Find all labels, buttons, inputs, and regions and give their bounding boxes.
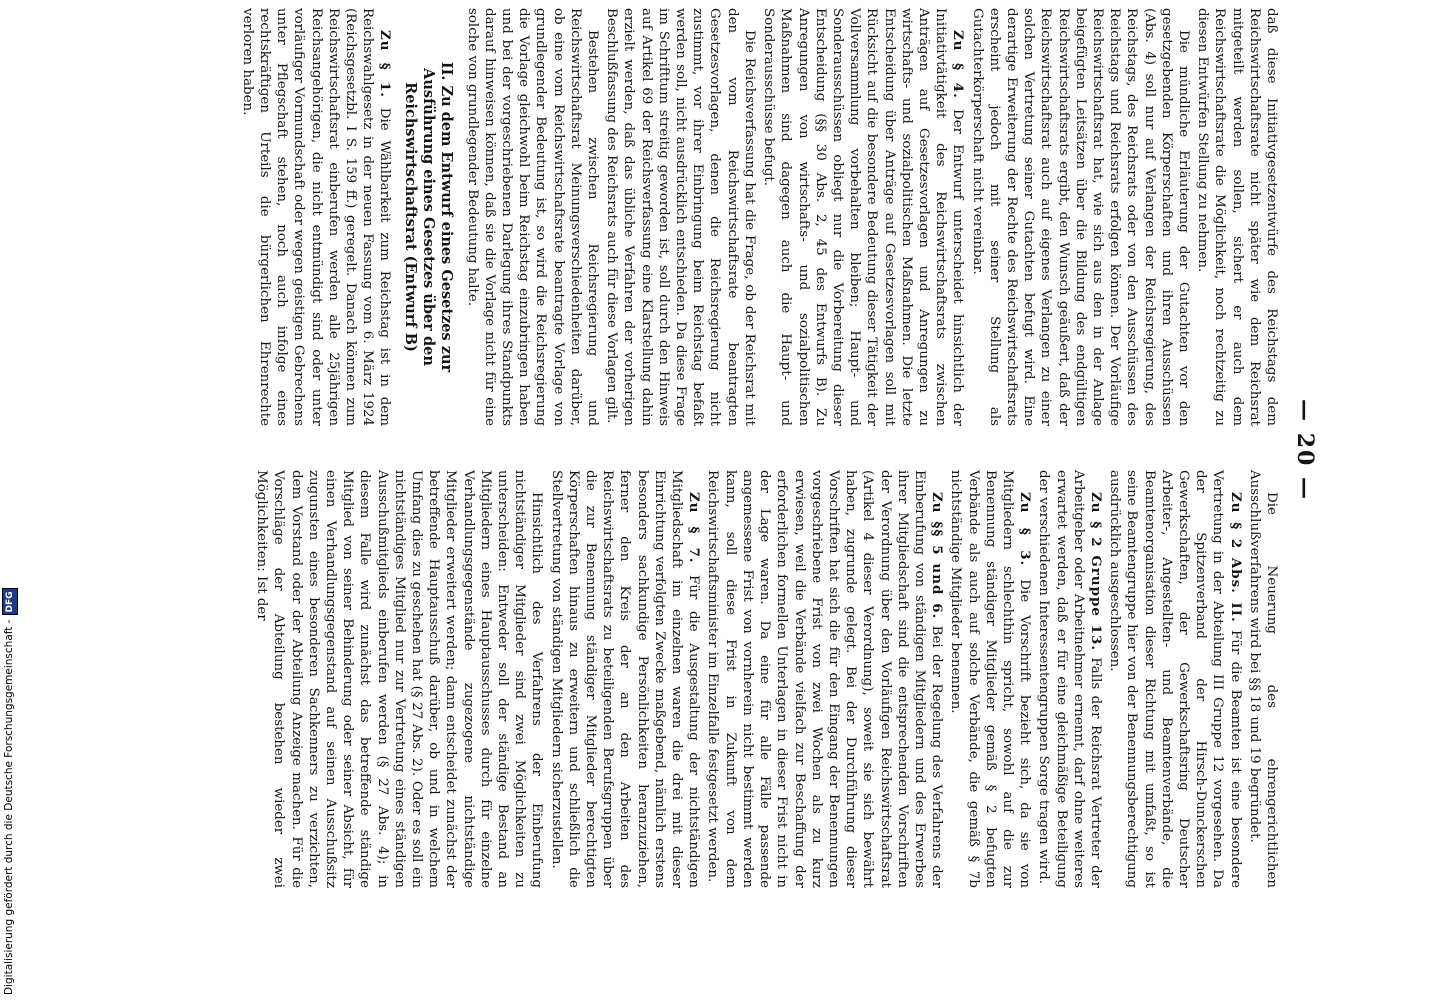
page-number: — 20 — [1292,399,1318,501]
paragraph [947,470,1033,888]
section-lead: Zu § 3. [1017,492,1034,567]
paragraph-text: Falls der Reichsrat Vertreter der Arbeitgeber oder Arbeitnehmer ernennt, darf ohne weiteres erwartet werden, daß er für eine gleichmäßige Beteiligung der verschiedenen Interessentengruppen Sorge tragen wird. [1036,470,1103,889]
dfg-logo-icon: DFG [2,588,18,615]
paragraph-text: Für die Beamten ist eine besondere Vertretung in der Abteilung III Gruppe 12 vorgesehen. Da der Spitzenverband der Hirsch-Dunckerschen Gewerkschaften, der Gewerkschaftsring Deutscher Arbeiter-, Angestellten- und Beamtenverbände, die Beamtenorganisation dieser Richtung mit umfaßt, so ist seine Beamtengruppe hier von der Benennungsberechtigung ausdrücklich ausgeschlossen. [1107,470,1243,888]
section-lead: Zu § 2 Gruppe 13. [1087,492,1104,651]
section-heading: II. Zu dem Entwurf eines Gesetzes zur Ausführung eines Gesetzes über den Reichswirtschaftsrat (Entwurf B) [402,61,456,373]
credit-line [2,591,16,995]
paragraph-text: Die Vorschrift bezieht sich, da sie von Mitgliedern schlechthin spricht, sowohl auf die zur Benennung ständiger Mitglieder gemäß § 2 befugten Verbände als auch auf solche Verbände, die gemäß § 7b nichtständige Mitglieder benennen. [948,470,1033,888]
paragraph: Hinsichtlich des Verfahrens der Einberufung nichtständiger Mitglieder sind zwei Möglichkeiten zu unterscheiden: Entweder soll der ständige Bestand an Mitgliedern eines Hauptausschusses durch für einzelne Verhandlungsgegenstände zugezogene nichtständige Mitglieder erweitert werden; dann entscheidet zunächst der betreffende Hauptausschuß darüber, ob und in welchem Umfang dies zu geschehen hat (§ 27 Abs. 2). Oder es soll ein nichtständiges Mitglied nur zur Vertretung eines ständigen Ausschußmitglieds einberufen werden (§ 27 Abs. 4); in diesem Falle wird zunächst das betreffende ständige Mitglied von seiner Behinderung oder seiner Absicht, für einen Verhandlungsgegenstand auf seinen Ausschußsitz zugunsten eines besonderen Sachkenners zu verzichten, dem Vorstand oder der Abteilung Anzeige machen. Für die Vorschläge der Abteilung bestehen wieder zwei Möglichkeiten: Ist der [254,470,545,888]
right-column [251,470,1280,888]
paragraph [704,470,945,888]
paragraph-text: Die Wählbarkeit zum Reichstag ist in dem Reichswahlgesetz in der neuen Fassung vom 6. März 1924 (Reichsgesetzbl. I S. 159 ff.) geregelt. Danach können zum Reichswirtschaftsrat einberufen werden alle 25jährigen Reichsangehörigen, die nicht entmündigt sind oder unter vorläufiger Vormundschaft oder wegen geistigen Gebrechens unter Pflegschaft stehen, noch auch infolge eines rechtskräftigen Urteils die bürgerlichen Ehrenrechte verloren haben. [239,8,393,426]
section-lead: Zu § 1. [377,30,394,98]
paragraph [239,8,394,426]
credit-text: Digitalisierung gefördert durch die Deutsche Forschungsgemeinschaft - [3,619,15,995]
paragraph-text: Der Entwurf unterscheidet hinsichtlich der Initiativtätigkeit des Reichswirtschaftsrats zwischen Anträgen auf Gesetzesvorlagen und Anregungen zu wirtschafts- und sozialpolitischen Maßnahmen. Die letzte Entscheidung über Anträge auf Gesetzesvorlagen soll mit Rücksicht auf die besondere Bedeutung dieser Tätigkeit der Vollversammlung vorbehalten bleiben; Haupt- und Sonderausschüssen obliegt nur die Vorbereitung dieser Entscheidung (§§ 30 Abs. 2, 45 des Entwurfs B). Zu Anregungen von wirtschafts- und sozialpolitischen Maßnahmen sind dagegen auch die Haupt- und Sonderausschüsse befugt. [761,8,966,426]
paragraph-text: Für die Ausgestaltung der nichtständigen Mitgliedschaft im einzelnen waren die drei mit dieser Einrichtung verfolgten Zwecke maßgebend, nämlich erstens besonders sachkundige Persönlichkeiten heranzuziehen, ferner den Kreis der an den Arbeiten des Reichswirtschaftsrats zu beteiligenden Berufsgruppen über die zur Benennung ständiger Mitglieder berechtigten Körperschaften hinaus zu erweitern und schließlich die Stellvertretung von ständigen Mitgliedern sicherzustellen. [548,470,702,888]
paragraph-text: Bei der Regelung des Verfahrens der Einberufung von ständigen Mitgliedern und des Erwerbes ihrer Mitgliedschaft sind die entsprechenden Vorschriften der Verordnung über den Vorläufigen Reichswirtschaftsrat (Artikel 4 dieser Verordnung), soweit sie sich bewährt haben, zugrunde gelegt. Bei der Durchführung dieser Vorschriften hat sich die für den Eingang der Benennungen vorgeschriebene Frist von zwei Wochen als zu kurz erwiesen, weil die Verbände vielfach zur Beschaffung der erforderlichen formellen Unterlagen in dieser Frist nicht in der Lage waren. Da eine für alle Fälle passende angemessene Frist von vornherein nicht bestimmt werden kann, soll diese Frist in Zukunft von dem Reichswirtschaftsminister im Einzelfalle festgesetzt werden. [705,470,945,888]
paragraph: Die mündliche Erläuterung der Gutachten vor den gesetzgebenden Körperschaften und ihren Ausschüssen (Abs. 4) soll nur auf Verlangen der Reichsregierung, des Reichstags, des Reichsrats oder von den Ausschüssen des Reichstags und Reichsrats erfolgen können. Der Vorläufige Reichswirtschaftsrat hat, wie sich aus den in der Anlage beigefügten Leitsätzen über die Bildung des endgültigen Reichswirtschaftsrats ergibt, den Wunsch geäußert, daß der Reichswirtschaftsrat auch auf eigenes Verlangen zu einer solchen Vertretung seiner Gutachten befugt wird. Eine derartige Erweiterung der Rechte des Reichswirtschaftsrats erscheint jedoch mit seiner Stellung als Gutachterkörperschaft nicht vereinbar. [969,8,1191,426]
left-column [237,8,1280,426]
section-lead: Zu § 2 Abs. II. [1227,492,1244,623]
paragraph [1035,470,1104,888]
scanned-page-viewport [160,0,1320,910]
paragraph: daß diese Initiativgesetzentwürfe des Reichstags dem Reichswirtschaftsrate nicht später wie dem Reichsrat mitgeteilt werden sollen, sichert er auch dem Reichswirtschaftsrate die Möglichkeit, noch rechtzeitig zu diesen Entwürfen Stellung zu nehmen. [1195,8,1279,426]
section-lead: Zu § 7. [686,492,703,564]
digitization-credit [2,591,16,995]
paragraph: Bestehen zwischen Reichsregierung und Reichswirtschaftsrat Meinungsverschiedenheiten darüber, ob eine vom Reichswirtschaftsrate beantragte Vorlage von grundlegender Bedeutung ist, so wird die Reichsregierung die Vorlage gleichwohl beim Reichstag einzubringen haben und bei der vorgeschriebenen Darlegung ihres Standpunkts darauf hinweisen können, daß sie die Vorlage nicht für eine solche von grundlegender Bedeutung halte. [464,8,601,426]
section-lead: Zu §§ 5 und 6. [929,492,946,620]
section-lead: Zu § 4. [950,30,967,99]
paragraph [1106,470,1244,888]
paragraph [760,8,966,426]
paragraph [547,470,702,888]
paragraph: Die Neuerung des ehrengerichtlichen Ausschlußverfahrens wird bei §§ 18 und 19 begründet. [1246,470,1279,888]
scanned-page [160,0,1320,900]
paragraph: Die Reichsverfassung hat die Frage, ob der Reichsrat mit den vom Reichswirtschaftsrate beantragten Gesetzesvorlagen, denen die Reichsregierung nicht zustimmt, vor ihrer Einbringung beim Reichstag befaßt werden soll, nicht ausdrücklich entschieden. Da diese Frage im Schrifttum streitig geworden ist, soll durch den Hinweis auf Artikel 69 der Reichsverfassung eine Klarstellung dahin erzielt werden, daß das übliche Verfahren der vorherigen Beschlußfassung des Reichsrats auch für diese Vorlagen gilt. [604,8,757,426]
